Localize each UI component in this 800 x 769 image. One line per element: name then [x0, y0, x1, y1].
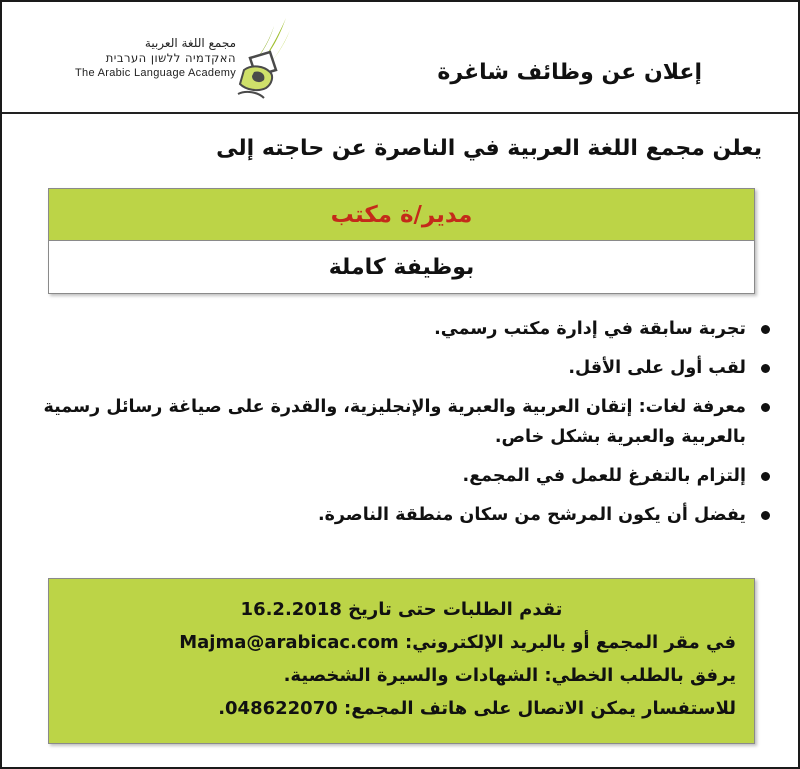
application-deadline: تقدم الطلبات حتى تاريخ 16.2.2018: [240, 599, 563, 620]
application-submission: في مقر المجمع أو بالبريد الإلكتروني: Majma@arabicac.com: [179, 632, 736, 653]
logo-english-name: The Arabic Language Academy: [75, 67, 236, 79]
requirement-text: يفضل أن يكون المرشح من سكان منطقة الناصرة.: [317, 505, 746, 525]
requirement-text: تجربة سابقة في إدارة مكتب رسمي.: [434, 319, 746, 339]
application-contact: للاستفسار يمكن الاتصال على هاتف المجمع: 048622070.: [218, 698, 736, 719]
bullet-icon: [761, 325, 770, 334]
bullet-icon: [761, 364, 770, 373]
application-info-box: [48, 578, 755, 744]
application-attachments: يرفق بالطلب الخطي: الشهادات والسيرة الشخصية.: [283, 665, 736, 686]
academy-logo: [30, 14, 298, 106]
position-box: [48, 188, 755, 294]
header-divider: [2, 112, 798, 114]
position-title-band: [49, 189, 754, 241]
requirements-list: [40, 314, 770, 539]
academy-logo-mark-icon: [230, 14, 298, 106]
list-item: [40, 500, 770, 530]
list-item: [40, 314, 770, 344]
position-type-band: [49, 241, 754, 293]
position-type: بوظيفة كاملة: [328, 254, 475, 280]
requirement-text: إلتزام بالتفرغ للعمل في المجمع.: [462, 466, 746, 486]
requirement-text: معرفة لغات: إتقان العربية والعبرية والإنجليزية، والقدرة على صياغة رسائل رسمية بالعربية والعبرية بشكل خاص.: [43, 397, 746, 447]
position-title: مدير/ة مكتب: [330, 201, 473, 228]
list-item: [40, 461, 770, 491]
header: [2, 2, 798, 114]
requirement-text: لقب أول على الأقل.: [568, 358, 746, 378]
bullet-icon: [761, 472, 770, 481]
announcement-title: إعلان عن وظائف شاغرة: [437, 60, 702, 85]
bullet-icon: [761, 511, 770, 520]
logo-arabic-name: مجمع اللغة العربية: [144, 36, 236, 50]
intro-text: يعلن مجمع اللغة العربية في الناصرة عن حاجته إلى: [216, 136, 762, 161]
logo-text: [36, 36, 236, 81]
list-item: [40, 392, 770, 452]
bullet-icon: [761, 403, 770, 412]
logo-hebrew-name: האקדמיה ללשון הערבית: [105, 51, 236, 65]
list-item: [40, 353, 770, 383]
